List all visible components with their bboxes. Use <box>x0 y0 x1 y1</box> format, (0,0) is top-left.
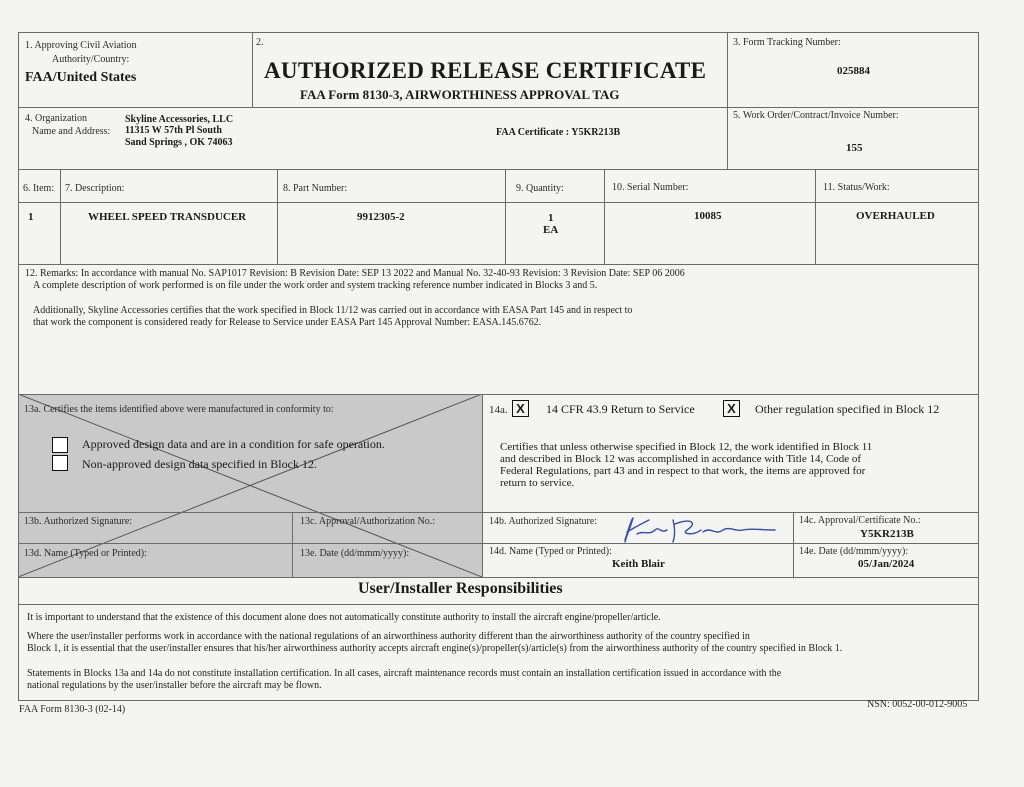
signer-name: Keith Blair <box>612 558 665 570</box>
block14e-label: 14e. Date (dd/mmm/yyyy): <box>799 546 909 557</box>
quantity-header: 9. Quantity: <box>516 183 564 194</box>
remarks-line2: A complete description of work performed is on file under the work order and system tracking reference number indicated in Blocks 3 and 5. <box>33 280 598 291</box>
approval-certificate-number: Y5KR213B <box>860 528 914 540</box>
approved-design-label: Approved design data and are in a condition for safe operation. <box>82 437 385 451</box>
return-to-service-checkbox[interactable]: X <box>512 400 529 417</box>
form-id: FAA Form 8130-3 (02-14) <box>19 704 126 715</box>
block13d-label: 13d. Name (Typed or Printed): <box>24 548 147 559</box>
remarks-line3: Additionally, Skyline Accessories certifies that the work specified in Block 11/12 was carried out in accordance with EASA Part 145 and in respect to <box>33 305 633 316</box>
block13e-label: 13e. Date (dd/mmm/yyyy): <box>300 548 410 559</box>
block13b-label: 13b. Authorized Signature: <box>24 516 133 527</box>
block14a-label: 14a. <box>489 404 508 416</box>
responsibilities-p2-line1: Where the user/installer performs work in accordance with the national regulations of an airworthiness authority different than the airworthiness authority of the country specified in <box>27 631 750 642</box>
release-date: 05/Jan/2024 <box>858 558 915 570</box>
status-header: 11. Status/Work: <box>823 182 890 193</box>
serial-number-header: 10. Serial Number: <box>612 182 689 193</box>
block4-label: 4. Organization <box>25 113 88 124</box>
nsn-number: NSN: 0052-00-012-9005 <box>867 699 968 710</box>
approved-design-checkbox[interactable] <box>52 437 68 453</box>
form-tracking-number: 025884 <box>837 65 870 77</box>
work-order-number: 155 <box>846 142 863 154</box>
responsibilities-p3-line1: Statements in Blocks 13a and 14a do not constitute installation certification. In all cases, aircraft maintenance records must contain an installation certification issued in accordance with the <box>27 668 782 679</box>
certificate-subtitle: FAA Form 8130-3, AIRWORTHINESS APPROVAL TAG <box>300 87 620 102</box>
non-approved-design-checkbox[interactable] <box>52 455 68 471</box>
responsibilities-p1: It is important to understand that the existence of this document alone does not automatically constitute authority to install the aircraft engine/propeller/article. <box>27 612 661 623</box>
org-address-line1: 11315 W 57th Pl South <box>125 125 222 136</box>
responsibilities-title: User/Installer Responsibilities <box>358 580 563 597</box>
block14b-label: 14b. Authorized Signature: <box>489 516 598 527</box>
part-number-header: 8. Part Number: <box>283 183 348 194</box>
block13a-label: 13a. Certifies the items identified above were manufactured in conformity to: <box>24 404 334 415</box>
non-approved-design-label: Non-approved design data specified in Block 12. <box>82 457 317 471</box>
block14-cert-line3: Federal Regulations, part 43 and in respect to that work, the items are approved for <box>500 465 866 477</box>
item-part-number: 9912305-2 <box>357 211 405 223</box>
block2-label: 2. <box>256 37 264 48</box>
item-quantity: 1 <box>548 212 554 224</box>
item-header: 6. Item: <box>23 183 55 194</box>
other-regulation-label: Other regulation specified in Block 12 <box>755 402 940 416</box>
block14d-label: 14d. Name (Typed or Printed): <box>489 546 612 557</box>
block1-label: 1. Approving Civil Aviation <box>25 40 137 51</box>
block4-label-line2: Name and Address: <box>32 126 111 137</box>
item-unit: EA <box>543 224 559 236</box>
responsibilities-p3-line2: national regulations by the user/installer before the aircraft may be flown. <box>27 680 322 691</box>
certificate-title: AUTHORIZED RELEASE CERTIFICATE <box>264 58 707 83</box>
return-to-service-label: 14 CFR 43.9 Return to Service <box>546 402 695 416</box>
block14-cert-line4: return to service. <box>500 477 575 489</box>
org-name: Skyline Accessories, LLC <box>125 114 234 125</box>
item-status: OVERHAULED <box>856 210 935 222</box>
block14-cert-line2: and described in Block 12 was accomplished in accordance with Title 14, Code of <box>500 453 862 465</box>
org-address-line2: Sand Springs , OK 74063 <box>125 137 233 148</box>
remarks-line4: that work the component is considered ready for Release to Service under EASA Part 145 Approval Number: EASA.145.6762. <box>33 317 542 328</box>
block14-cert-line1: Certifies that unless otherwise specified in Block 12, the work identified in Block 11 <box>500 441 873 453</box>
item-description: WHEEL SPEED TRANSDUCER <box>88 211 247 223</box>
block14c-label: 14c. Approval/Certificate No.: <box>799 515 921 526</box>
approving-authority: FAA/United States <box>25 70 137 85</box>
block3-label: 3. Form Tracking Number: <box>733 37 841 48</box>
block1-label-line2: Authority/Country: <box>52 54 130 65</box>
authorized-signature <box>615 516 785 546</box>
description-header: 7. Description: <box>65 183 125 194</box>
faa-certificate: FAA Certificate : Y5KR213B <box>496 127 621 138</box>
item-serial-number: 10085 <box>694 210 722 222</box>
responsibilities-p2-line2: Block 1, it is essential that the user/installer ensures that his/her airworthiness authority accepts aircraft engine(s)/propeller(s)/article(s) from the airworthiness authority of the country specified in Block 1. <box>27 643 843 654</box>
remarks-line1: 12. Remarks: In accordance with manual No. SAP1017 Revision: B Revision Date: SEP 13 2022 and Manual No. 32-40-93 Revision: 3 Revision Date: SEP 06 2006 <box>25 268 685 279</box>
block13c-label: 13c. Approval/Authorization No.: <box>300 516 435 527</box>
block5-label: 5. Work Order/Contract/Invoice Number: <box>733 110 899 121</box>
item-number: 1 <box>28 211 34 223</box>
other-regulation-checkbox[interactable]: X <box>723 400 740 417</box>
